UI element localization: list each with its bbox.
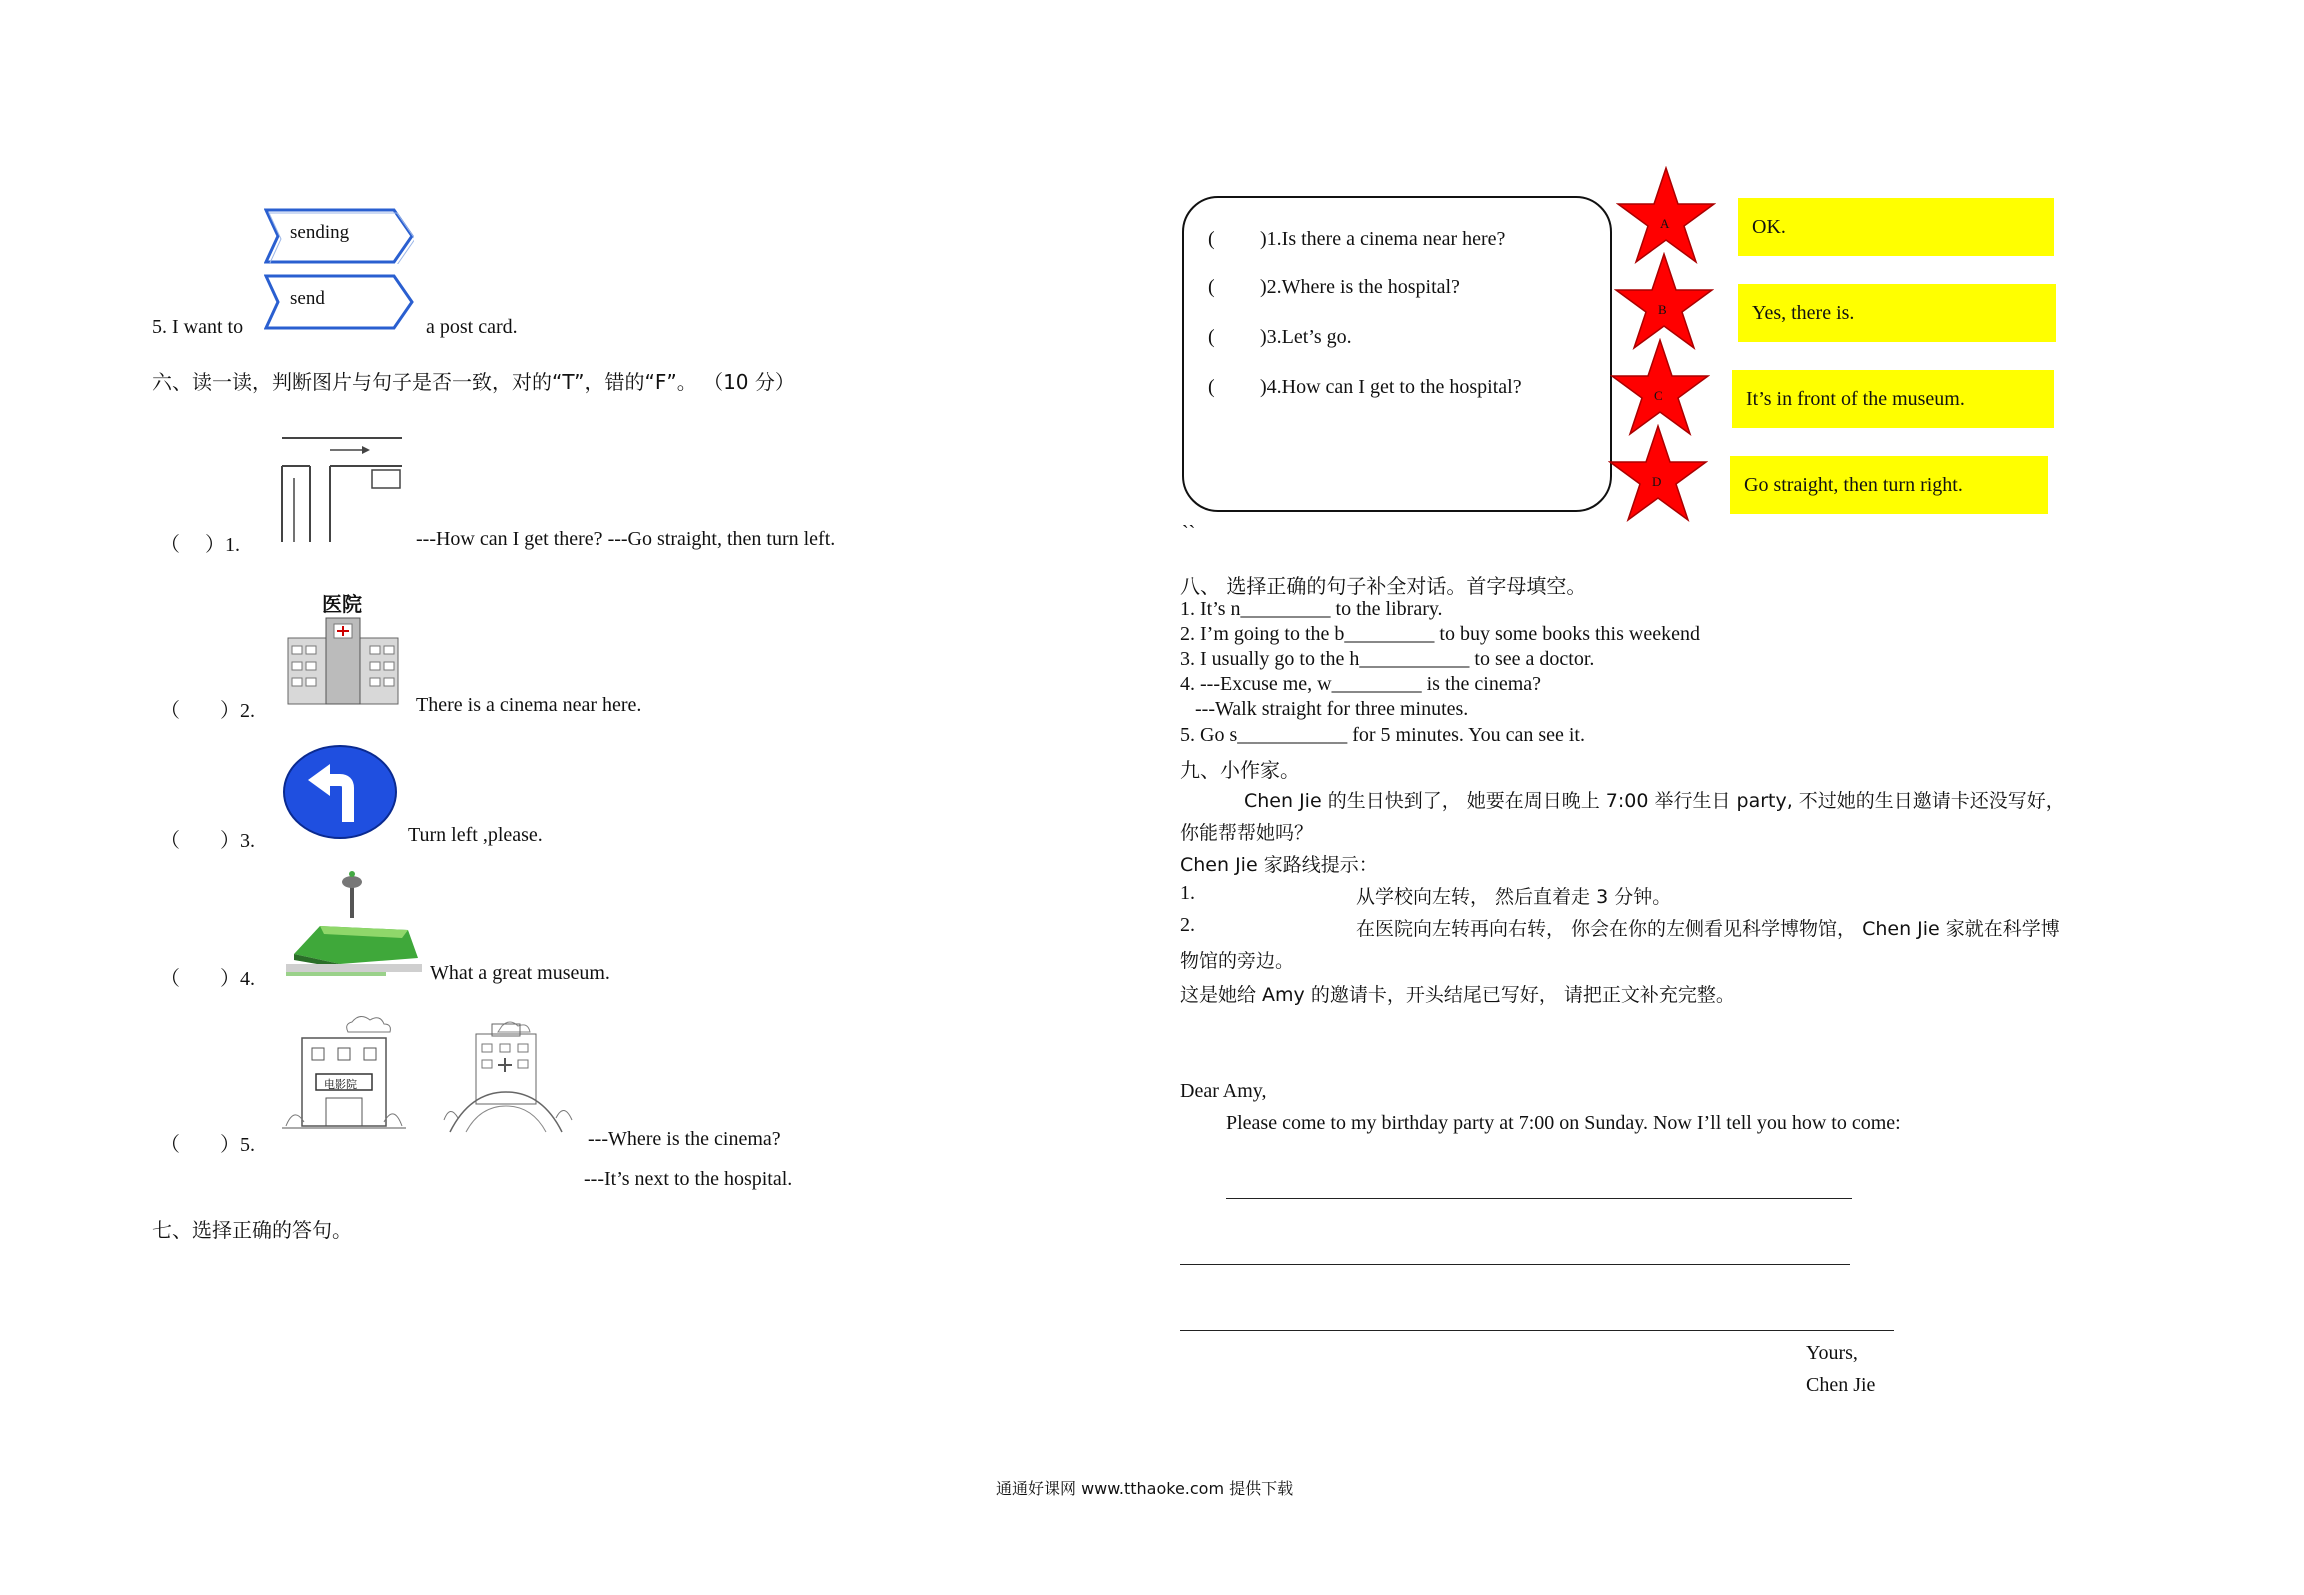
cinema-sketch-image <box>282 1012 406 1136</box>
hospital-sketch-image <box>442 1020 574 1136</box>
s9-route-title: Chen Jie 家路线提示： <box>1180 854 1378 876</box>
star-c-icon <box>1610 338 1710 438</box>
letter-greeting: Dear Amy, <box>1180 1080 1267 1102</box>
hospital-sign: 医院 <box>322 592 362 616</box>
tag-label: send <box>290 288 325 309</box>
item3-blank: （ ）3. <box>160 830 255 852</box>
writing-line-2[interactable] <box>1180 1264 1850 1265</box>
item2-text: There is a cinema near here. <box>416 694 642 716</box>
s8-line-4: 4. ---Excuse me, w_________ is the cinema? <box>1180 673 1542 695</box>
q7-3-text: )3.Let’s go. <box>1260 326 1352 348</box>
q5-suffix: a post card. <box>426 316 518 338</box>
s8-line-1: 1. It’s n_________ to the library. <box>1180 598 1443 620</box>
star-b-icon <box>1614 252 1714 352</box>
q7-4-text: )4.How can I get to the hospital? <box>1260 376 1522 398</box>
option-tag-sending <box>264 208 414 264</box>
q7-3-open: ( <box>1208 326 1215 348</box>
section7-heading: 七、选择正确的答句。 <box>152 1218 352 1242</box>
hospital-image <box>286 588 400 708</box>
page-footer: 通通好课网 www.tthaoke.com 提供下载 <box>996 1479 1294 1498</box>
section9-heading: 九、小作家。 <box>1180 758 1300 782</box>
star-letter: D <box>1652 474 1662 489</box>
s9-note: 这是她给 Amy 的邀请卡，开头结尾已写好， 请把正文补充完整。 <box>1180 984 1735 1006</box>
answer-box-b: Yes, there is. <box>1738 284 2056 342</box>
q7-1-open: ( <box>1208 228 1215 250</box>
item4-blank: （ ）4. <box>160 968 255 990</box>
star-letter: A <box>1660 216 1670 231</box>
letter-closing: Yours, <box>1806 1342 1858 1364</box>
item5-text: ---Where is the cinema? <box>588 1128 781 1150</box>
q7-2-open: ( <box>1208 276 1215 298</box>
star-d-icon <box>1608 424 1708 524</box>
turn-left-sign-icon <box>282 744 398 840</box>
section6-heading: 六、读一读，判断图片与句子是否一致，对的“T”，错的“F”。 （10 分） <box>152 370 795 394</box>
answer-box-c: It’s in front of the museum. <box>1732 370 2054 428</box>
s9-route2-num: 2. <box>1180 914 1195 936</box>
item3-text: Turn left ,please. <box>408 824 543 846</box>
s9-route2b: 物馆的旁边。 <box>1180 950 1295 972</box>
item1-blank: （ ）1. <box>160 534 240 556</box>
q7-4-open: ( <box>1208 376 1215 398</box>
writing-line-1[interactable] <box>1226 1198 1852 1199</box>
star-letter: C <box>1654 388 1663 403</box>
tag-label: sending <box>290 222 350 243</box>
item5-text2: ---It’s next to the hospital. <box>584 1168 793 1190</box>
section8-heading: 八、 选择正确的句子补全对话。首字母填空。 <box>1180 574 1587 598</box>
item5-blank: （ ）5. <box>160 1134 255 1156</box>
option-tag-send <box>264 274 414 330</box>
s9-intro-1: Chen Jie 的生日快到了， 她要在周日晚上 7:00 举行生日 party, 不过她的生日邀请卡还没写好， <box>1244 790 2065 812</box>
s9-intro-2: 你能帮帮她吗？ <box>1180 822 1314 844</box>
answer-box-d: Go straight, then turn right. <box>1730 456 2048 514</box>
s8-line-3: 3. I usually go to the h___________ to see a doctor. <box>1180 648 1595 670</box>
item1-text: ---How can I get there? ---Go straight, then turn left. <box>416 528 836 550</box>
museum-image <box>280 868 422 980</box>
answer-box-a: OK. <box>1738 198 2054 256</box>
star-a-icon <box>1616 166 1716 266</box>
q7-1-text: )1.Is there a cinema near here? <box>1260 228 1506 250</box>
s9-route1-num: 1. <box>1180 882 1195 904</box>
road-map-image <box>280 436 410 546</box>
q7-2-text: )2.Where is the hospital? <box>1260 276 1460 298</box>
s9-route2: 在医院向左转再向右转， 你会在你的左侧看见科学博物馆， Chen Jie 家就在科学博 <box>1356 918 2060 940</box>
stray-marks: `` <box>1182 522 1196 544</box>
letter-signature: Chen Jie <box>1806 1374 1876 1396</box>
writing-line-3[interactable] <box>1180 1330 1894 1331</box>
s8-line-2: 2. I’m going to the b_________ to buy some books this weekend <box>1180 623 1700 645</box>
letter-body: Please come to my birthday party at 7:00 on Sunday. Now I’ll tell you how to come: <box>1226 1112 1901 1134</box>
s9-route1: 从学校向左转， 然后直着走 3 分钟。 <box>1356 886 1672 908</box>
s8-line-6: 5. Go s___________ for 5 minutes. You can see it. <box>1180 724 1585 746</box>
item4-text: What a great museum. <box>430 962 610 984</box>
cinema-sketch-label: 电影院 <box>324 1078 357 1091</box>
item2-blank: （ ）2. <box>160 700 255 722</box>
q5-prefix: 5. I want to <box>152 316 244 338</box>
star-letter: B <box>1658 302 1667 317</box>
s8-line-5: ---Walk straight for three minutes. <box>1180 698 1469 720</box>
